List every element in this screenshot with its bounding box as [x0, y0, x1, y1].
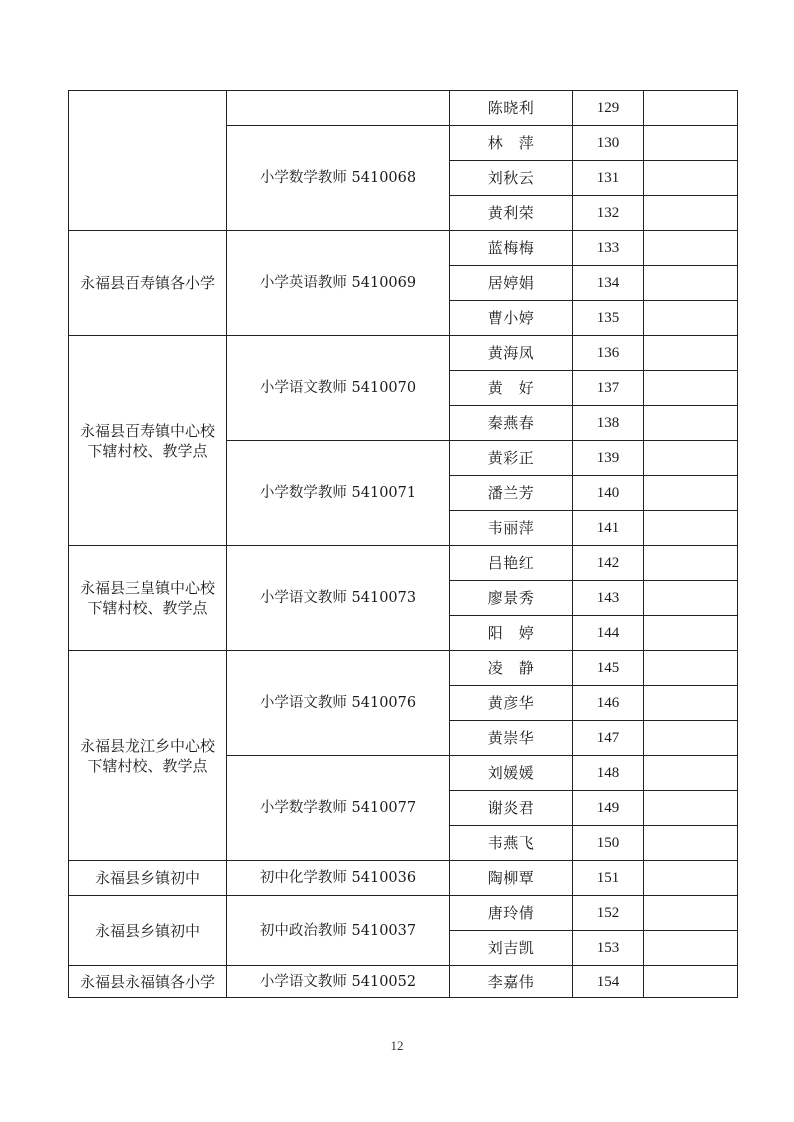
blank-cell [644, 161, 738, 196]
number-cell: 146 [573, 686, 644, 721]
blank-cell [644, 721, 738, 756]
page-number: 12 [390, 1038, 404, 1053]
blank-cell [644, 931, 738, 966]
blank-cell [644, 686, 738, 721]
blank-cell [644, 406, 738, 441]
number-cell: 132 [573, 196, 644, 231]
blank-cell [644, 511, 738, 546]
blank-cell [644, 126, 738, 161]
blank-cell [644, 651, 738, 686]
blank-cell [644, 476, 738, 511]
unit-cell: 永福县永福镇各小学 [69, 966, 227, 998]
number-cell: 154 [573, 966, 644, 998]
number-cell: 129 [573, 91, 644, 126]
number-cell: 150 [573, 826, 644, 861]
blank-cell [644, 581, 738, 616]
number-cell: 142 [573, 546, 644, 581]
blank-cell [644, 861, 738, 896]
name-cell: 唐玲倩 [450, 896, 573, 931]
table-row [69, 896, 738, 931]
blank-cell [644, 791, 738, 826]
roster-table [68, 90, 738, 998]
number-cell: 148 [573, 756, 644, 791]
number-cell: 135 [573, 301, 644, 336]
post-cell: 小学英语教师 5410069 [227, 231, 450, 336]
number-cell: 134 [573, 266, 644, 301]
table-row [69, 966, 738, 998]
name-cell: 廖景秀 [450, 581, 573, 616]
name-cell: 居婷娟 [450, 266, 573, 301]
blank-cell [644, 266, 738, 301]
name-cell: 陈晓利 [450, 91, 573, 126]
post-cell [227, 91, 450, 126]
blank-cell [644, 546, 738, 581]
number-cell: 136 [573, 336, 644, 371]
blank-cell [644, 826, 738, 861]
blank-cell [644, 336, 738, 371]
post-cell: 小学语文教师 5410070 [227, 336, 450, 441]
number-cell: 141 [573, 511, 644, 546]
name-cell: 凌 静 [450, 651, 573, 686]
name-cell: 阳 婷 [450, 616, 573, 651]
number-cell: 145 [573, 651, 644, 686]
name-cell: 潘兰芳 [450, 476, 573, 511]
number-cell: 133 [573, 231, 644, 266]
name-cell: 黄彦华 [450, 686, 573, 721]
post-cell: 初中政治教师 5410037 [227, 896, 450, 966]
unit-cell: 永福县乡镇初中 [69, 896, 227, 966]
unit-cell: 永福县龙江乡中心校 下辖村校、教学点 [69, 651, 227, 861]
blank-cell [644, 231, 738, 266]
name-cell: 林 萍 [450, 126, 573, 161]
post-cell: 小学语文教师 5410052 [227, 966, 450, 998]
name-cell: 刘媛媛 [450, 756, 573, 791]
name-cell: 黄海凤 [450, 336, 573, 371]
name-cell: 韦燕飞 [450, 826, 573, 861]
name-cell: 谢炎君 [450, 791, 573, 826]
number-cell: 130 [573, 126, 644, 161]
blank-cell [644, 196, 738, 231]
name-cell: 秦燕春 [450, 406, 573, 441]
table-row [69, 231, 738, 266]
post-cell: 小学数学教师 5410068 [227, 126, 450, 231]
name-cell: 黄 好 [450, 371, 573, 406]
unit-cell [69, 91, 227, 231]
name-cell: 黄利荣 [450, 196, 573, 231]
number-cell: 137 [573, 371, 644, 406]
name-cell: 蓝梅梅 [450, 231, 573, 266]
post-cell: 小学语文教师 5410076 [227, 651, 450, 756]
number-cell: 147 [573, 721, 644, 756]
name-cell: 韦丽萍 [450, 511, 573, 546]
number-cell: 149 [573, 791, 644, 826]
name-cell: 李嘉伟 [450, 966, 573, 998]
blank-cell [644, 896, 738, 931]
post-cell: 小学语文教师 5410073 [227, 546, 450, 651]
unit-cell: 永福县百寿镇中心校 下辖村校、教学点 [69, 336, 227, 546]
number-cell: 152 [573, 896, 644, 931]
blank-cell [644, 966, 738, 998]
name-cell: 曹小婷 [450, 301, 573, 336]
blank-cell [644, 91, 738, 126]
name-cell: 黄彩正 [450, 441, 573, 476]
number-cell: 131 [573, 161, 644, 196]
name-cell: 黄崇华 [450, 721, 573, 756]
number-cell: 143 [573, 581, 644, 616]
name-cell: 陶柳覃 [450, 861, 573, 896]
table-row [69, 336, 738, 371]
table-row [69, 91, 738, 126]
unit-cell: 永福县乡镇初中 [69, 861, 227, 896]
number-cell: 139 [573, 441, 644, 476]
blank-cell [644, 371, 738, 406]
post-cell: 小学数学教师 5410077 [227, 756, 450, 861]
blank-cell [644, 756, 738, 791]
number-cell: 140 [573, 476, 644, 511]
table-row [69, 546, 738, 581]
number-cell: 151 [573, 861, 644, 896]
unit-cell: 永福县三皇镇中心校 下辖村校、教学点 [69, 546, 227, 651]
table-row [69, 651, 738, 686]
post-cell: 初中化学教师 5410036 [227, 861, 450, 896]
blank-cell [644, 441, 738, 476]
name-cell: 刘吉凯 [450, 931, 573, 966]
blank-cell [644, 616, 738, 651]
number-cell: 144 [573, 616, 644, 651]
post-cell: 小学数学教师 5410071 [227, 441, 450, 546]
table-row [69, 861, 738, 896]
unit-cell: 永福县百寿镇各小学 [69, 231, 227, 336]
blank-cell [644, 301, 738, 336]
number-cell: 153 [573, 931, 644, 966]
name-cell: 刘秋云 [450, 161, 573, 196]
number-cell: 138 [573, 406, 644, 441]
name-cell: 吕艳红 [450, 546, 573, 581]
roster-body [69, 91, 738, 998]
